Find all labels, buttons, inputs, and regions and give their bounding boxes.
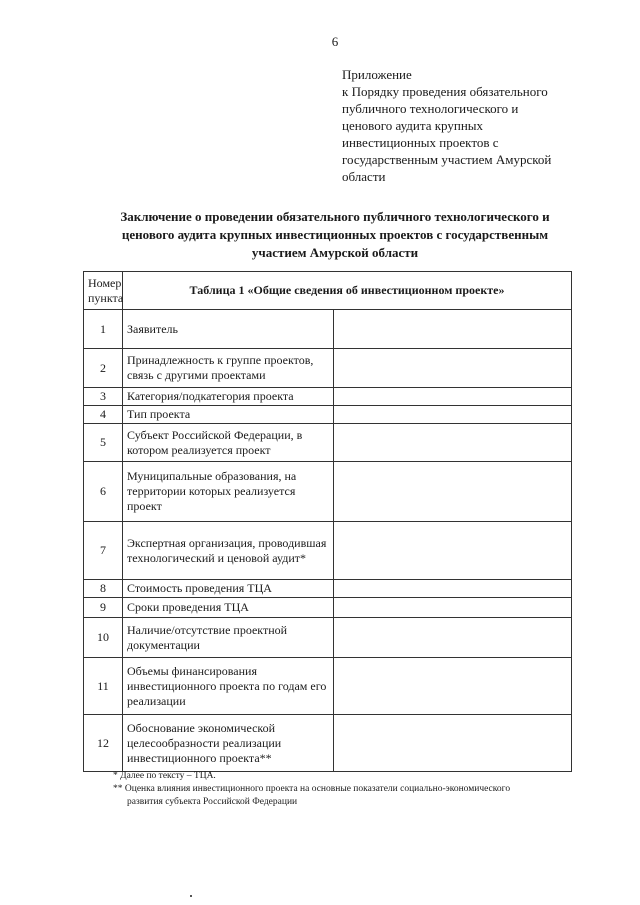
row-value-cell bbox=[334, 715, 572, 772]
table-row bbox=[84, 406, 572, 424]
row-number: 9 bbox=[84, 598, 123, 618]
row-number: 2 bbox=[84, 349, 123, 388]
title-line: ценового аудита крупных инвестиционных проектов с государственным bbox=[121, 227, 549, 242]
table-row bbox=[84, 388, 572, 406]
appendix-line: к Порядку проведения обязательного bbox=[342, 84, 548, 99]
table-row bbox=[84, 618, 572, 658]
appendix-line: инвестиционных проектов с bbox=[342, 135, 499, 150]
row-label: Заявитель bbox=[123, 310, 334, 349]
appendix-line: публичного технологического и bbox=[342, 101, 519, 116]
title-line: Заключение о проведении обязательного публичного технологического и bbox=[120, 209, 550, 224]
row-value-cell bbox=[334, 462, 572, 522]
row-value-cell bbox=[334, 658, 572, 715]
row-label: Объемы финансирования инвестиционного проекта по годам его реализации bbox=[123, 658, 334, 715]
footnotes bbox=[113, 770, 583, 809]
row-label: Наличие/отсутствие проектной документации bbox=[123, 618, 334, 658]
header-number-line2: пункта bbox=[88, 290, 124, 305]
footnote-2-line2: развития субъекта Российской Федерации bbox=[127, 797, 298, 807]
row-value-cell bbox=[334, 618, 572, 658]
title-line: участием Амурской области bbox=[251, 245, 419, 260]
row-number: 10 bbox=[84, 618, 123, 658]
row-value-cell bbox=[334, 310, 572, 349]
row-number: 12 bbox=[84, 715, 123, 772]
footnote-1: * Далее по тексту – ТЦА. bbox=[113, 771, 216, 781]
row-label: Сроки проведения ТЦА bbox=[123, 598, 334, 618]
table-row bbox=[84, 658, 572, 715]
row-label: Экспертная организация, проводившая технологический и ценовой аудит* bbox=[123, 522, 334, 580]
row-number: 4 bbox=[84, 406, 123, 424]
table-row bbox=[84, 522, 572, 580]
row-value-cell bbox=[334, 406, 572, 424]
row-label: Тип проекта bbox=[123, 406, 334, 424]
row-label: Субъект Российской Федерации, в котором реализуется проект bbox=[123, 424, 334, 462]
table-row bbox=[84, 598, 572, 618]
row-label: Муниципальные образования, на территории которых реализуется проект bbox=[123, 462, 334, 522]
table-row bbox=[84, 310, 572, 349]
row-number: 6 bbox=[84, 462, 123, 522]
page-number: 6 bbox=[331, 34, 339, 49]
table-row bbox=[84, 580, 572, 598]
row-value-cell bbox=[334, 349, 572, 388]
row-value-cell bbox=[334, 580, 572, 598]
appendix-line: области bbox=[342, 169, 386, 184]
appendix-line: Приложение bbox=[342, 67, 412, 82]
row-number: 11 bbox=[84, 658, 123, 715]
table-header-row bbox=[84, 272, 572, 310]
table-row bbox=[84, 424, 572, 462]
header-number-line1: Номер bbox=[88, 275, 122, 290]
row-value-cell bbox=[334, 388, 572, 406]
general-info-table bbox=[83, 271, 572, 772]
row-number: 3 bbox=[84, 388, 123, 406]
appendix-block bbox=[342, 66, 592, 185]
appendix-line: государственным участием Амурской bbox=[342, 152, 552, 167]
appendix-line: ценового аудита крупных bbox=[342, 118, 484, 133]
table-row bbox=[84, 349, 572, 388]
row-label: Категория/подкатегория проекта bbox=[123, 388, 334, 406]
table-row bbox=[84, 715, 572, 772]
footnote-2-line1: ** Оценка влияния инвестиционного проекта на основные показатели социально-экономического bbox=[113, 784, 511, 794]
row-number: 8 bbox=[84, 580, 123, 598]
scan-speck bbox=[190, 895, 192, 897]
row-label: Стоимость проведения ТЦА bbox=[123, 580, 334, 598]
table-row bbox=[84, 462, 572, 522]
row-number: 1 bbox=[84, 310, 123, 349]
row-number: 5 bbox=[84, 424, 123, 462]
row-value-cell bbox=[334, 424, 572, 462]
header-title-cell: Таблица 1 «Общие сведения об инвестиционном проекте» bbox=[123, 272, 572, 310]
row-number: 7 bbox=[84, 522, 123, 580]
header-number-cell bbox=[84, 272, 123, 310]
row-value-cell bbox=[334, 598, 572, 618]
document-title bbox=[90, 208, 580, 262]
row-label: Принадлежность к группе проектов, связь с другими проектами bbox=[123, 349, 334, 388]
row-value-cell bbox=[334, 522, 572, 580]
row-label: Обоснование экономической целесообразности реализации инвестиционного проекта** bbox=[123, 715, 334, 772]
